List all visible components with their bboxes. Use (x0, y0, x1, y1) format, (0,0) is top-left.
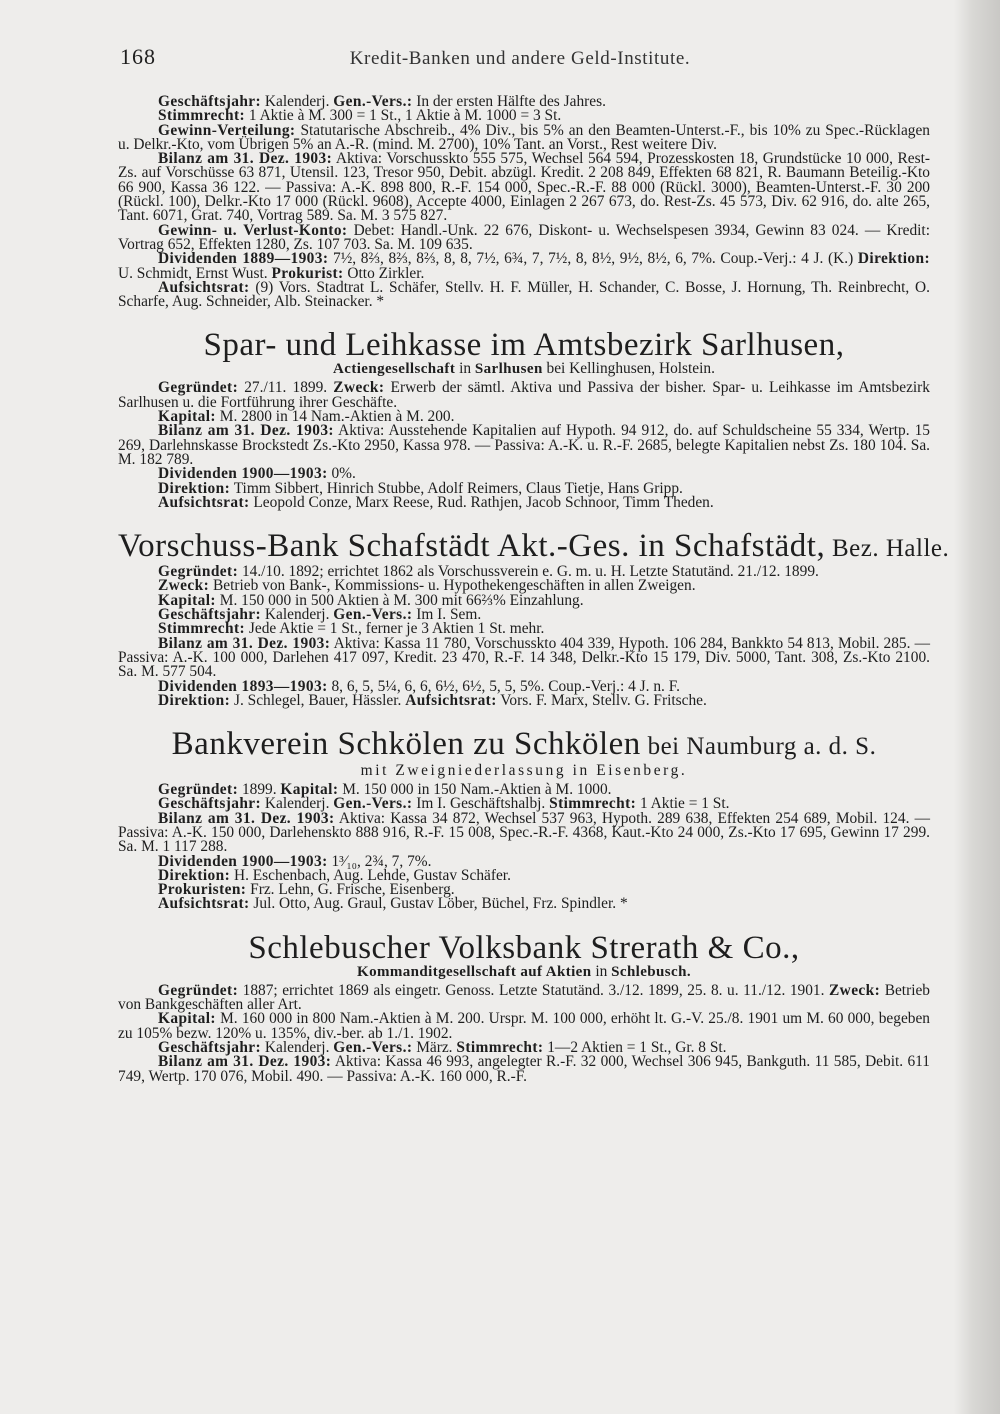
field-text: Im I. Geschäftshalbj. (412, 795, 550, 813)
field-text: Kalenderj. (261, 606, 334, 624)
field-text: Kalenderj. (261, 1038, 334, 1056)
field-label: Gewinn- u. Verlust-Konto: (158, 221, 348, 239)
field-label: Geschäftsjahr: (158, 93, 262, 110)
field-text: 1887; errichtet 1869 als eingetr. Genoss. Letzte Statutänd. 3./12. 1899, 25. 8. u. 11./12. 1901. (238, 981, 830, 999)
field-label: Aufsichtsrat: (158, 493, 250, 511)
field-text: Frz. Lehn, G. Frische, Eisenberg. (246, 881, 455, 899)
field-label: Kapital: (158, 408, 216, 426)
field-label: Prokurist: (271, 264, 344, 282)
company-location: bei Naumburg a. d. S. (640, 733, 877, 761)
company-location: Bez. Halle. (825, 535, 950, 563)
field-text: Statutarische Abschreib., 4% Div., bis 5% an den Beamten-Unterst.-F., bis 10% zu Spec.-Rücklagen u. Delkr.-Kto, vom Übrigen 5% an A.-R. (mind. M. 2700), 10% Tant. an Vorst., Rest weitere Div. (118, 121, 930, 153)
field-text: Kalenderj. (261, 795, 334, 813)
field-text: bei Kellinghusen, Holstein. (542, 360, 715, 378)
field-text: 1—2 Aktien = 1 St., Gr. 8 St. (543, 1038, 727, 1056)
field-text: Debet: Handl.-Unk. 22 676, Diskont- u. Wechselspesen 3934, Gewinn 83 024. — Kredit: Vortrag 652, Effekten 1280, Zs. 107 703. Sa. M. 109 635. (118, 221, 930, 253)
field-label: Stimmrecht: (549, 795, 637, 813)
field-label: Direktion: (158, 479, 231, 497)
field-label: Zweck: (829, 981, 881, 999)
field-label: Aufsichtsrat: (405, 691, 497, 709)
field-text: 27./11. 1899. (238, 379, 334, 397)
field-label: Actiengesellschaft (333, 361, 456, 378)
entry-paragraph (118, 152, 930, 223)
entry-paragraph (118, 381, 930, 410)
field-text: 8, 6, 5, 5¼, 6, 6, 6½, 6½, 5, 5, 5%. Coup.-Verj.: 4 J. n. F. (327, 677, 680, 695)
company-name: Spar- und Leihkasse im Amtsbezirk Sarlhusen, (203, 327, 845, 364)
field-label: Dividenden 1893—1903: (158, 677, 328, 695)
field-text: J. Schlegel, Bauer, Hässler. (230, 691, 406, 709)
entry-paragraph (118, 691, 930, 709)
field-label: Zweck: (333, 379, 385, 397)
field-text: Im I. Sem. (412, 606, 482, 624)
field-label: Bilanz am 31. Dez. 1903: (158, 1053, 332, 1071)
field-text: Jede Aktie = 1 St., ferner je 3 Aktien 1 St. mehr. (245, 620, 545, 638)
field-text: 0%. (327, 465, 356, 483)
field-label: Kapital: (280, 781, 339, 799)
field-label: Gen.-Vers.: (333, 93, 413, 110)
field-text: H. Eschenbach, Aug. Lehde, Gustav Schäfer. (230, 866, 511, 884)
field-text: März. (412, 1038, 457, 1056)
field-text: M. 160 000 in 800 Nam.-Aktien à M. 200. Urspr. M. 100 000, erhöht lt. G.-V. 25./8. 1901 um M. 60 000, begeben zu 105% bezw. 120% u. 135%, div.-ber. ab 1./1. 1902. (118, 1010, 930, 1042)
field-label: Bilanz am 31. Dez. 1903: (158, 422, 334, 440)
field-text: Aktiva: Kassa 46 993, angelegter R.-F. 32 000, Wechsel 306 945, Bankguth. 11 585, Debit. 611 749, Wertp. 170 076, Mobil. 490. — Passiva: A.-K. 160 000, R.-F. (118, 1053, 930, 1085)
entry-paragraph (118, 424, 930, 467)
field-text: M. 150 000 in 500 Aktien à M. 300 mit 66⅔% Einzahlung. (215, 591, 584, 609)
field-text: 1 Aktie à M. 300 = 1 St., 1 Aktie à M. 1000 = 3 St. (245, 107, 562, 125)
company-entry (118, 929, 930, 1085)
field-text: in (591, 962, 612, 980)
field-text: Leopold Conze, Marx Reese, Rud. Rathjen, Jacob Schnoor, Timm Theden. (249, 493, 714, 511)
field-text: 1³⁄₁₀, 2¾, 7, 7%. (327, 852, 432, 870)
entry-paragraph (118, 1012, 930, 1041)
field-text: 7½, 8⅔, 8⅔, 8⅔, 8, 8, 7½, 6¾, 7, 7½, 8, 8½, 9½, 8½, 6, 7%. Coup.-Verj.: 4 J. (K.) (328, 250, 858, 268)
field-label: Direktion: (158, 866, 231, 884)
company-subtitle (118, 964, 930, 980)
field-text: U. Schmidt, Ernst Wust. (118, 264, 272, 282)
company-name: Vorschuss-Bank Schafstädt Akt.-Ges. in Schafstädt, (118, 528, 826, 565)
field-text: Jul. Otto, Aug. Graul, Gustav Löber, Büchel, Frz. Spindler. * (249, 895, 628, 913)
field-text: Betrieb von Bankgeschäften aller Art. (118, 981, 930, 1014)
field-label: Gen.-Vers.: (333, 1038, 413, 1056)
field-label: Dividenden 1900—1903: (158, 465, 328, 483)
field-label: Bilanz am 31. Dez. 1903: (158, 150, 333, 168)
entry-paragraph (118, 634, 930, 681)
page-header (120, 44, 920, 74)
field-label: Geschäftsjahr: (158, 795, 262, 813)
field-label: Kapital: (158, 1010, 216, 1028)
field-label: Gegründet: (158, 981, 239, 999)
company-name: Schlebuscher Volksbank Strerath & Co., (248, 929, 800, 966)
entry-paragraph (118, 981, 930, 1014)
field-label: Geschäftsjahr: (158, 606, 262, 624)
field-text: Aktiva: Vorschusskto 555 575, Wechsel 564 594, Prozesskosten 18, Grundstücke 10 000, Rest-Zs. auf Vorschüsse 63 871, Utensil. 123, Tresor 950, Debit. abzügl. Kredit. 2 208 849, Effekten 68 821, R. Baumann Beteilig.-Kto 66 900, Kassa 36 122. — Passiva: A.-K. 898 800, R.-F. 154 000, Spec.-R.-F. 88 000 (Rückl. 3000), Beamten-Unterst.-F. 30 200 (Rückl. 100), Delkr.-Kto 17 000 (Rückl. 9608), Accepte 4000, Einlagen 2 267 673, do. Rest-Zs. 45 573, Div. 62 916, do. alte 265, Tant. 6071, Grat. 740, Vortrag 589. Sa. M. 3 575 827. (118, 150, 930, 225)
entry-paragraph (118, 252, 930, 281)
entry-paragraph (118, 493, 930, 511)
company-entry (118, 329, 930, 510)
field-label: Prokuristen: (158, 881, 247, 899)
field-text: M. 150 000 in 150 Nam.-Aktien à M. 1000. (338, 781, 612, 799)
field-text: Erwerb der sämtl. Aktiva und Passiva der bisher. Spar- u. Leihkasse im Amtsbezirk Sarlhusen u. die Fortführung ihrer Geschäfte. (118, 379, 931, 411)
document-body (118, 93, 950, 1085)
entry-paragraph (118, 1055, 930, 1084)
company-subtitle: mit Zweigniederlassung in Eisenberg. (360, 762, 688, 780)
field-text: 1 Aktie = 1 St. (636, 795, 730, 813)
field-label: Direktion: (857, 250, 931, 268)
field-label: Sarlhusen (474, 361, 543, 378)
field-label: Stimmrecht: (158, 107, 246, 125)
company-title (118, 327, 930, 364)
field-label: Stimmrecht: (158, 620, 246, 638)
field-label: Direktion: (158, 691, 231, 709)
field-label: Gen.-Vers.: (333, 606, 413, 624)
company-title (118, 528, 950, 565)
page-edge-shadow (954, 0, 1000, 1414)
field-label: Kapital: (158, 591, 216, 609)
entry-paragraph (118, 809, 930, 856)
company-entry (118, 728, 930, 912)
field-label: Stimmrecht: (456, 1038, 544, 1056)
entry-paragraph (118, 278, 930, 311)
field-text: Timm Sibbert, Hinrich Stubbe, Adolf Reimers, Claus Tietje, Hans Gripp. (230, 479, 683, 497)
company-name: Bankverein Schkölen zu Schkölen (171, 726, 641, 763)
running-title: Kredit-Banken und andere Geld-Institute. (349, 48, 691, 69)
field-label: Bilanz am 31. Dez. 1903: (158, 634, 331, 652)
field-text: In der ersten Hälfte des Jahres. (412, 93, 606, 110)
company-entry (118, 528, 950, 709)
field-label: Gegründet: (158, 781, 239, 799)
field-text: Aktiva: Ausstehende Kapitalien auf Hypoth. 94 912, do. auf Schuldscheine 55 334, Wertp. 15 269, Darlehnskasse Brockstedt Zs.-Kto 2950, Kassa 978. — Passiva: A.-K. u. R.-F. 2685, belegte Kapitalien nebst Zs. 180 104. Sa. M. 182 789. (118, 422, 930, 468)
page-number: 168 (120, 44, 156, 69)
company-title (118, 929, 930, 966)
field-label: Gegründet: (158, 563, 239, 581)
field-text: Betrieb von Bank-, Kommissions- u. Hypothekengeschäften in allen Zweigen. (209, 577, 696, 595)
field-label: Aufsichtsrat: (158, 278, 250, 296)
company-title (118, 728, 930, 763)
field-text: Aktiva: Kassa 34 872, Wechsel 537 963, Hypoth. 289 638, Effekten 254 689, Mobil. 124. — Passiva: A.-K. 150 000, Darlehenskto 888 916, R.-F. 15 008, Spec.-R.-F. 4368, Kaut.-Kto 24 000, Zs.-Kto 17 695, Gewinn 17 299. Sa. M. 1 117 288. (118, 809, 930, 856)
field-label: Gewinn-Verteilung: (158, 121, 296, 139)
company-subtitle (118, 361, 930, 377)
field-label: Kommanditgesellschaft auf Aktien (357, 963, 592, 980)
field-text: in (455, 360, 475, 378)
field-label: Bilanz am 31. Dez. 1903: (158, 809, 335, 827)
field-text: Kalenderj. (261, 93, 334, 110)
entry-paragraph (118, 121, 930, 153)
field-label: Zweck: (158, 577, 210, 595)
entry-paragraph (118, 897, 930, 911)
field-label: Geschäftsjahr: (158, 1038, 262, 1056)
field-label: Schlebusch. (611, 963, 691, 980)
company-entry (118, 95, 930, 309)
field-text: M. 2800 in 14 Nam.-Aktien à M. 200. (215, 408, 455, 426)
field-text: Otto Zirkler. (343, 264, 425, 282)
field-text: Vors. F. Marx, Stellv. G. Fritsche. (496, 691, 707, 709)
field-label: Gegründet: (158, 379, 239, 397)
field-label: Dividenden 1889—1903: (158, 250, 329, 268)
field-label: Aufsichtsrat: (158, 895, 250, 913)
field-text: 14./10. 1892; errichtet 1862 als Vorschussverein e. G. m. u. H. Letzte Statutänd. 21./12. 1899. (238, 563, 819, 581)
field-label: Gen.-Vers.: (333, 795, 413, 813)
entry-paragraph (118, 221, 930, 253)
field-text: (9) Vors. Stadtrat L. Schäfer, Stellv. H. F. Müller, H. Schander, C. Bosse, J. Hornung, Th. Reinbrecht, O. Scharfe, Aug. Schneider, Alb. Steinacker. * (118, 278, 930, 311)
field-text: Aktiva: Kassa 11 780, Vorschusskto 404 339, Hypoth. 106 284, Bankkto 54 813, Mobil. 285. — Passiva: A.-K. 100 000, Darlehen 417 097, Kredit. 23 470, R.-F. 14 348, Delkr.-Kto 15 179, Div. 5000, Tant. 308, Zs.-Kto 2100. Sa. M. 577 504. (118, 634, 930, 681)
field-label: Dividenden 1900—1903: (158, 852, 328, 870)
field-text: 1899. (238, 781, 281, 799)
